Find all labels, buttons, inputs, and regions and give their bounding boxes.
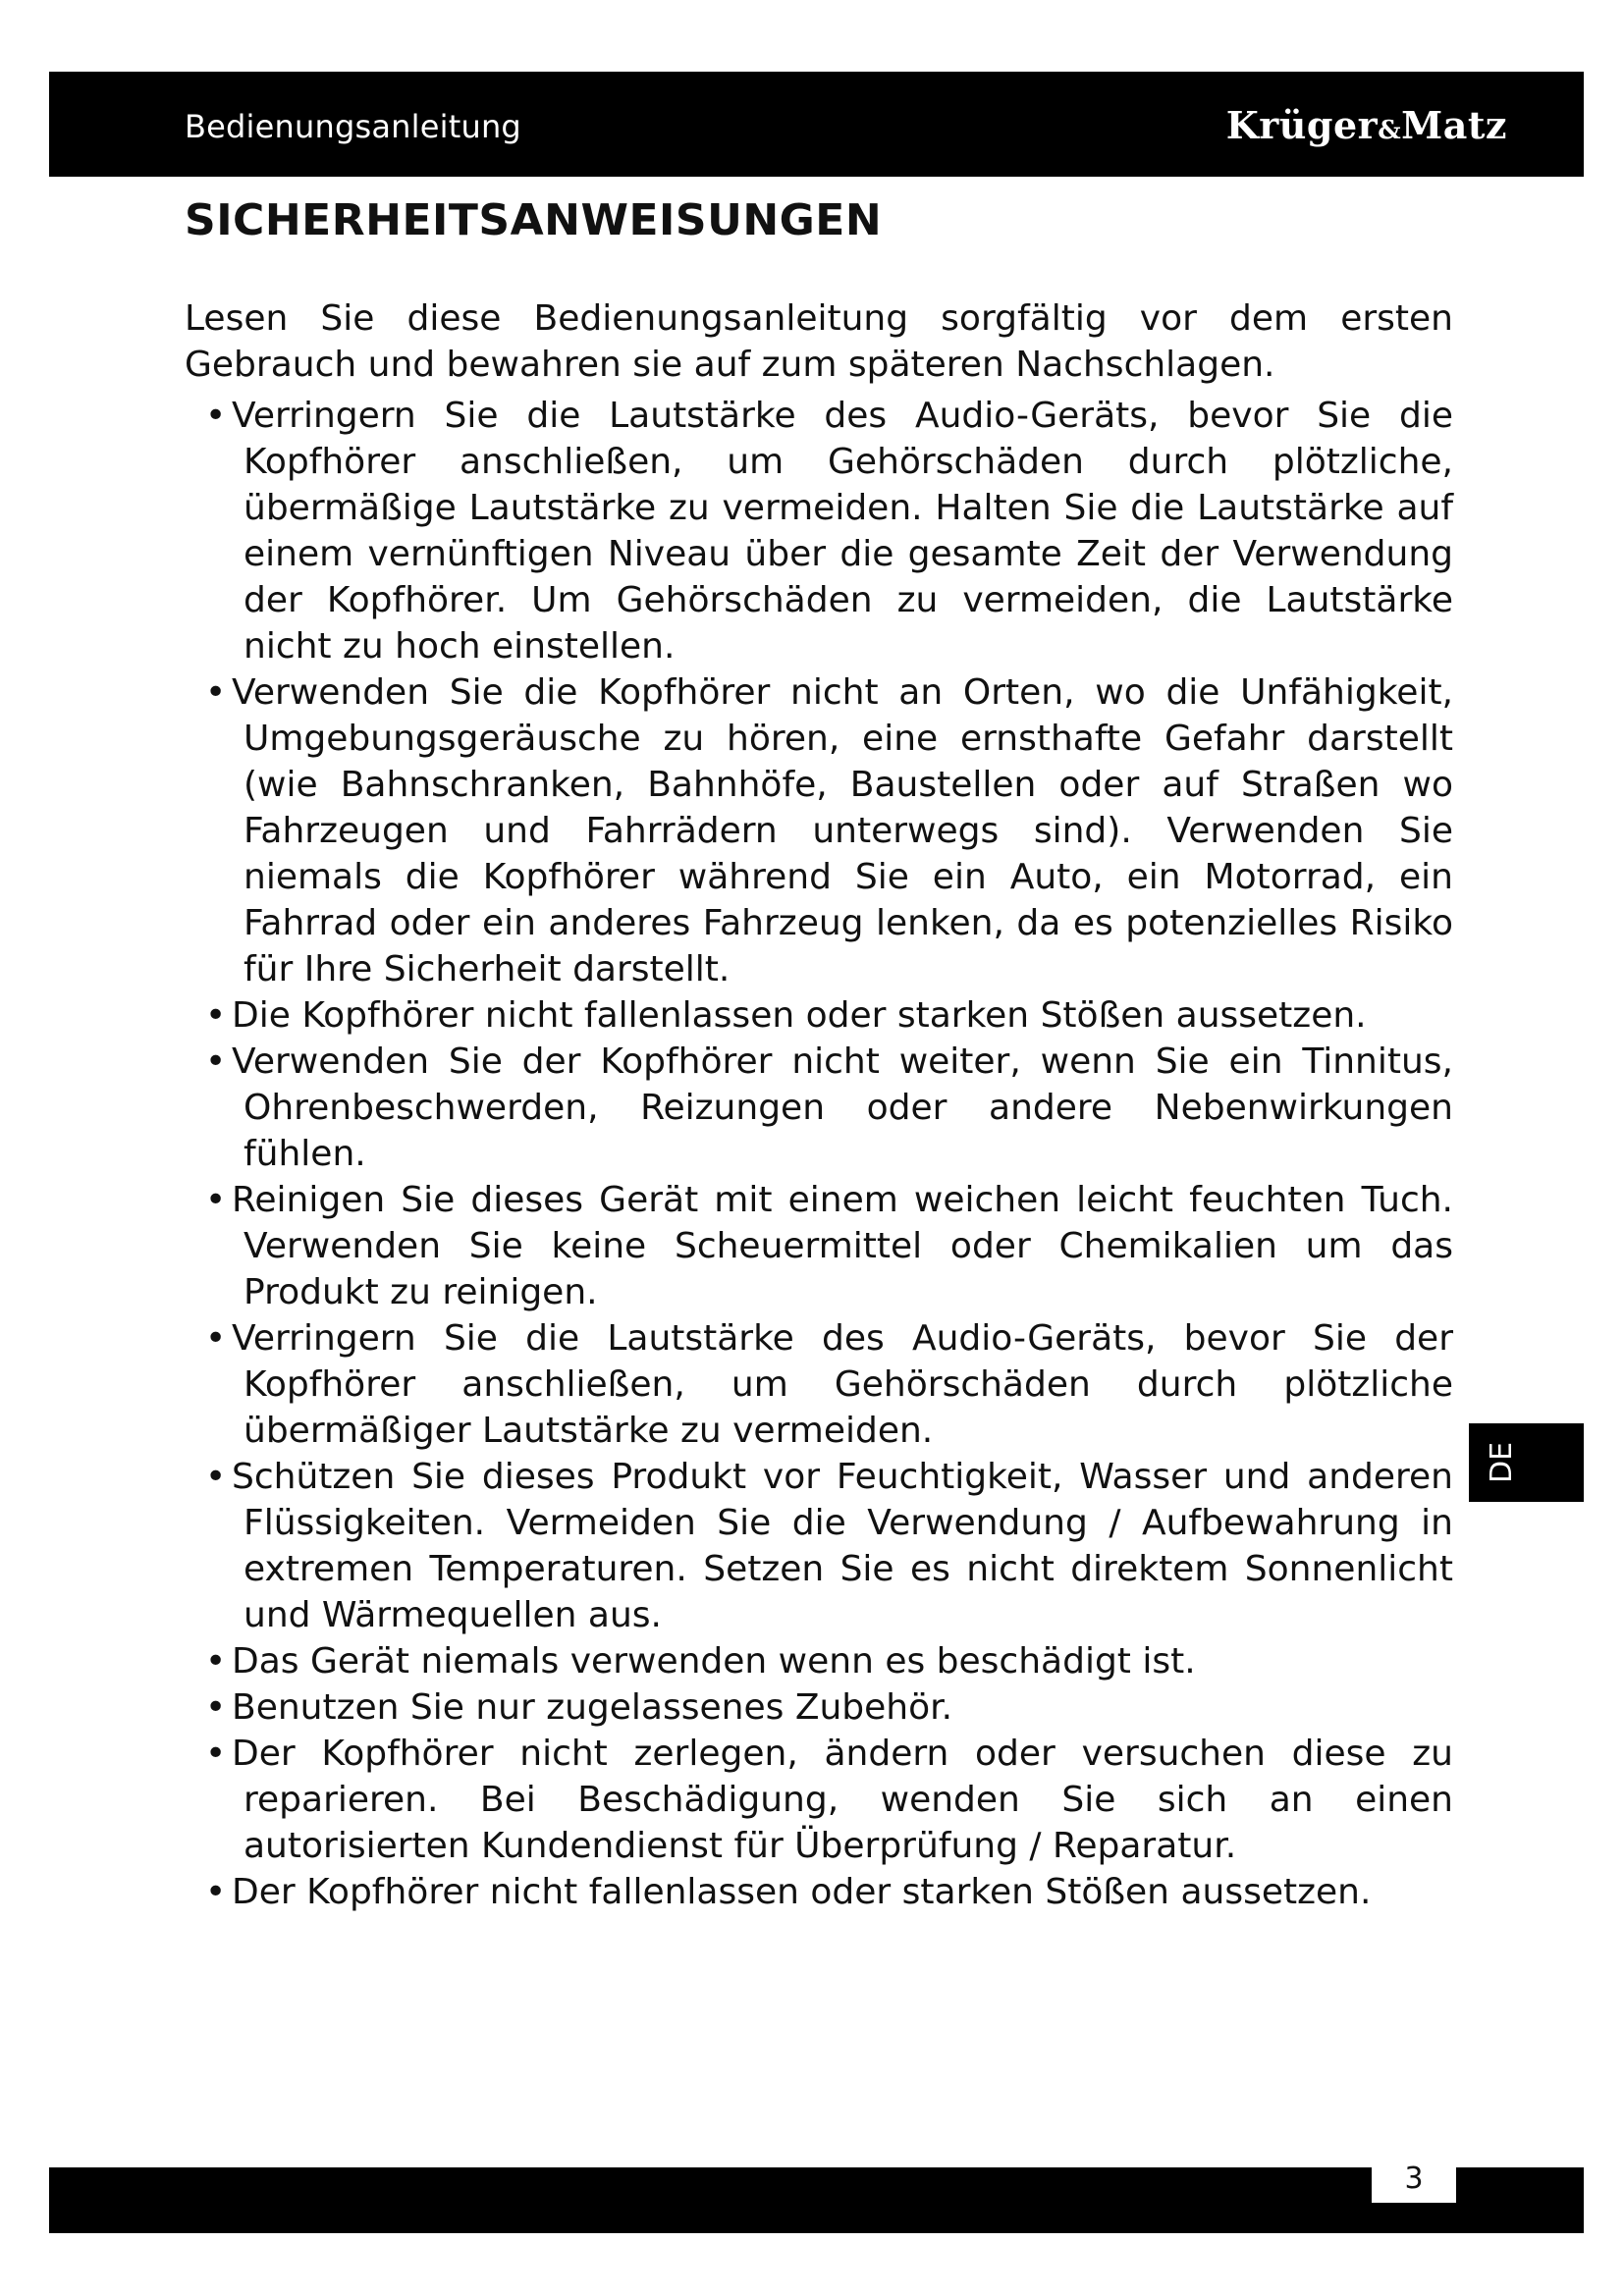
manual-label: Bedienungsanleitung [185,108,521,145]
bullet-icon: • [205,672,227,713]
language-tab [1469,1423,1584,1502]
footer-bar [49,2167,1584,2233]
bullet-icon: • [205,1641,227,1682]
list-item-text: Verwenden Sie die Kopfhörer nicht an Orten, wo die Unfähigkeit, Umgebungsgeräusche zu hören, eine ernsthafte Gefahr darstellt (wie Bahnschranken, Bahnhöfe, Baustellen oder auf Straßen wo Fahrzeugen und Fahrrädern unterwegs sind). Verwenden Sie niemals die Kopfhörer während Sie ein Auto, ein Motorrad, ein Fahrrad oder ein anderes Fahrzeug lenken, da es potenzielles Risiko für Ihre Sicherheit darstellt. [232,672,1453,989]
bullet-icon: • [205,1734,227,1774]
list-item [0,669,1453,992]
list-item [0,1315,1453,1454]
page-number: 3 [1404,2162,1424,2196]
list-item [0,992,1453,1039]
bullet-icon: • [205,1687,227,1728]
brand-name: Krüger [1225,103,1379,147]
list-item-text: Verringern Sie die Lautstärke des Audio-Geräts, bevor Sie der Kopfhörer anschließen, um Gehörschäden durch plötzliche übermäßiger Lautstärke zu vermeiden. [232,1318,1453,1451]
list-item [0,1638,1453,1684]
list-item [0,1869,1453,1915]
bullet-icon: • [205,995,227,1036]
page-number-box [1372,2159,1456,2203]
bullet-icon: • [205,1041,227,1082]
list-item [0,393,1453,669]
bullet-icon: • [205,1180,227,1220]
bullet-icon: • [205,1872,227,1912]
list-item-text: Der Kopfhörer nicht fallenlassen oder starken Stößen aussetzen. [232,1872,1372,1912]
header-bar [49,72,1584,177]
brand-name-2: Matz [1401,103,1507,147]
list-item [0,1684,1453,1731]
bullet-icon: • [205,396,227,436]
list-item-text: Benutzen Sie nur zugelassenes Zubehör. [232,1687,953,1728]
brand-logo [1226,105,1507,151]
list-item [0,1454,1453,1638]
bullet-icon: • [205,1457,227,1497]
brand-ampersand: & [1378,116,1402,145]
safety-instructions-list [0,393,1453,1915]
list-item-text: Die Kopfhörer nicht fallenlassen oder starken Stößen aussetzen. [232,995,1367,1036]
page-title: SICHERHEITSANWEISUNGEN [185,195,883,245]
intro-paragraph: Lesen Sie diese Bedienungsanleitung sorgfältig vor dem ersten Gebrauch und bewahren sie auf zum späteren Nachschlagen. [185,298,1453,385]
list-item-text: Das Gerät niemals verwenden wenn es beschädigt ist. [232,1641,1196,1682]
list-item [0,1039,1453,1177]
bullet-icon: • [205,1318,227,1359]
list-item [0,1731,1453,1869]
list-item-text: Schützen Sie dieses Produkt vor Feuchtigkeit, Wasser und anderen Flüssigkeiten. Vermeiden Sie die Verwendung / Aufbewahrung in extremen Temperaturen. Setzen Sie es nicht direktem Sonnenlicht und Wärmequellen aus. [232,1457,1453,1635]
list-item-text: Verwenden Sie der Kopfhörer nicht weiter, wenn Sie ein Tinnitus, Ohrenbeschwerden, Reizungen oder andere Nebenwirkungen fühlen. [232,1041,1453,1174]
list-item-text: Reinigen Sie dieses Gerät mit einem weichen leicht feuchten Tuch. Verwenden Sie keine Scheuermittel oder Chemikalien um das Produkt zu reinigen. [232,1180,1453,1312]
list-item-text: Verringern Sie die Lautstärke des Audio-Geräts, bevor Sie die Kopfhörer anschließen, um Gehörschäden durch plötzliche, übermäßige Lautstärke zu vermeiden. Halten Sie die Lautstärke auf einem vernünftigen Niveau über die gesamte Zeit der Verwendung der Kopfhörer. Um Gehörschäden zu vermeiden, die Lautstärke nicht zu hoch einstellen. [232,396,1453,667]
language-tab-label: DE [1485,1441,1519,1484]
list-item [0,1177,1453,1315]
list-item-text: Der Kopfhörer nicht zerlegen, ändern oder versuchen diese zu reparieren. Bei Beschädigung, wenden Sie sich an einen autorisierten Kundendienst für Überprüfung / Reparatur. [232,1734,1453,1866]
